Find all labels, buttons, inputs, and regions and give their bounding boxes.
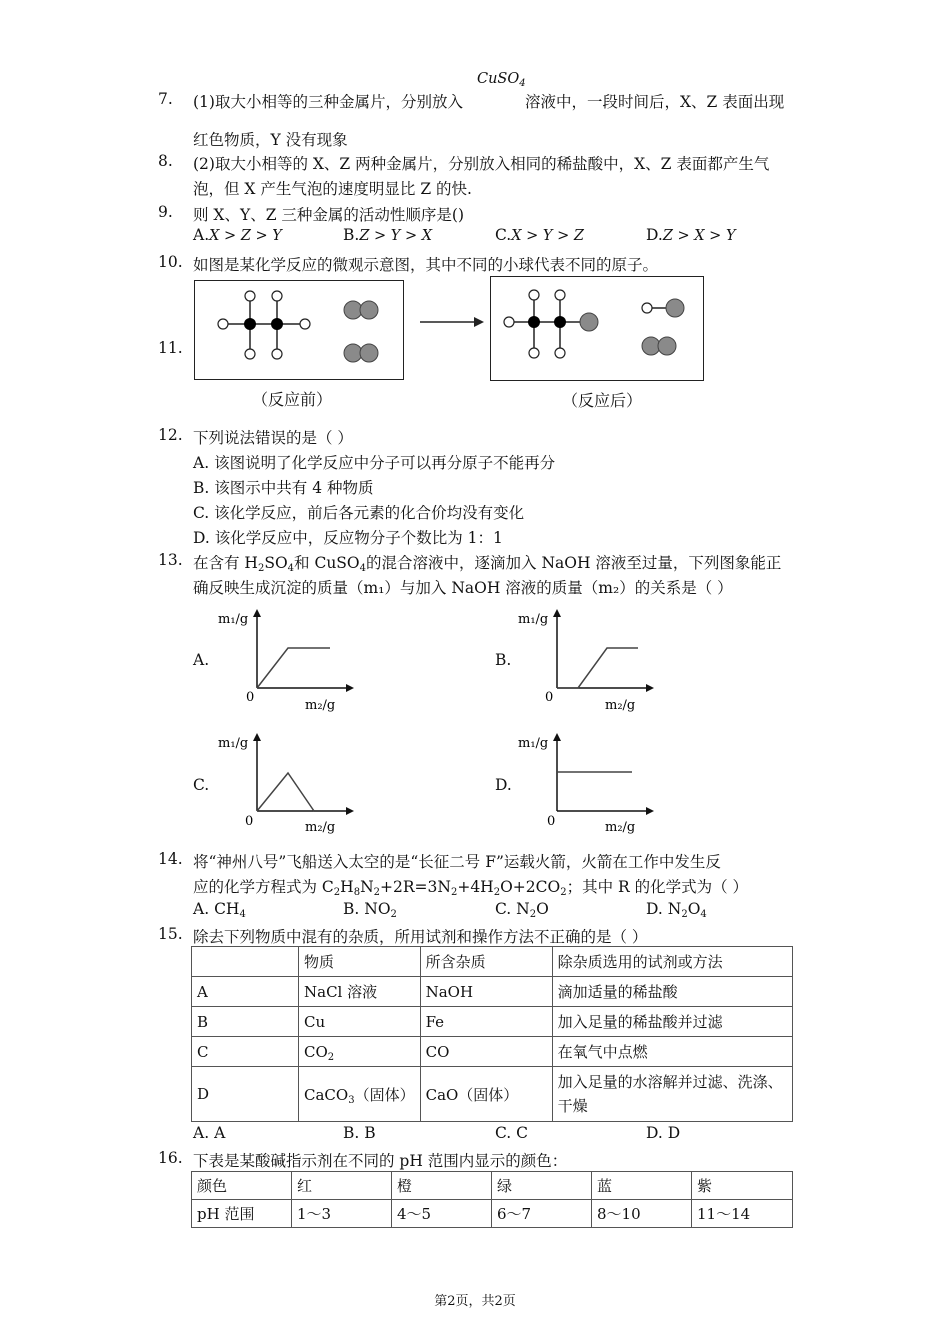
q12-option-b: B. 该图示中共有 4 种物质 (193, 479, 374, 497)
q7-line1 (193, 90, 463, 112)
graph-c (210, 727, 360, 839)
q7-text-a: (1)取大小相等的三种金属片，分别放入 (193, 93, 463, 111)
table-cell: 橙 (392, 1172, 492, 1200)
table-cell: 4～5 (392, 1200, 492, 1228)
table-cell: 加入足量的水溶解并过滤、洗涤、 干燥 (552, 1067, 792, 1122)
graph-b-ylabel: m₁/g (518, 612, 549, 627)
q12-option-c: C. 该化学反应，前后各元素的化合价均没有变化 (193, 504, 525, 522)
q7-formula: CuSO$_4$ (477, 71, 526, 89)
before-molecules-diagram (195, 281, 403, 379)
q15-header-cell: 除杂质选用的试剂或方法 (552, 947, 792, 977)
q10-text: 如图是某化学反应的微观示意图，其中不同的小球代表不同的原子。 (193, 256, 659, 274)
q15-option-d: D. D (646, 1124, 681, 1142)
q8-line2: 泡，但 X 产生气泡的速度明显比 Z 的快. (193, 180, 472, 198)
table-cell: D (192, 1067, 299, 1122)
table-row (192, 1200, 793, 1228)
table-row (192, 1007, 793, 1037)
q8-line1: (2)取大小相等的 X、Z 两种金属片，分别放入相同的稀盐酸中，X、Z 表面都产生气 (193, 155, 770, 173)
graph-b-origin: 0 (545, 690, 554, 705)
table-row (192, 1067, 793, 1122)
q15-header-cell: 所含杂质 (420, 947, 552, 977)
q14-option-c: C. $N_2O$ (495, 900, 549, 920)
table-cell: Fe (420, 1007, 552, 1037)
q12-text: 下列说法错误的是（ ） (193, 429, 353, 447)
q14-line2: 应的化学方程式为 $C_2H_8N_2+2R=3N_2+4H_2O+2CO_2$；其中 R 的化学式为（ ） (193, 878, 749, 898)
table-cell: B (192, 1007, 299, 1037)
table-cell: $CO_2$ (299, 1037, 421, 1067)
q15-header-cell (192, 947, 299, 977)
table-cell: 紫 (692, 1172, 793, 1200)
graph-b-curve (557, 648, 638, 688)
after-box (490, 276, 704, 381)
table-cell: CaCO$_3$（固体） (299, 1067, 421, 1122)
q15-option-a: A. A (193, 1124, 226, 1142)
q13-line1: 在含有 $H_2SO_4$和 CuSO$_4$的混合溶液中，逐滴加入 NaOH 溶液至过量，下列图象能正 (193, 554, 782, 574)
graph-c-ylabel: m₁/g (218, 736, 249, 751)
q16-number: 16. (158, 1149, 183, 1167)
graph-c-origin: 0 (245, 814, 254, 829)
graph-b-letter: B. (495, 651, 512, 669)
q15-table (191, 946, 793, 1122)
table-cell: 颜色 (192, 1172, 292, 1200)
page-footer: 第2页，共2页 (434, 1294, 516, 1309)
q15-header-row (192, 947, 793, 977)
table-cell: C (192, 1037, 299, 1067)
q7-text-b: 溶液中，一段时间后，X、Z 表面出现 (525, 93, 785, 111)
graph-a (210, 603, 360, 715)
q16-text: 下表是某酸碱指示剂在不同的 pH 范围内显示的颜色： (193, 1152, 568, 1170)
table-row (192, 1172, 793, 1200)
q12-option-a: A. 该图说明了化学反应中分子可以再分原子不能再分 (193, 454, 556, 472)
q8-number: 8. (158, 152, 173, 170)
after-molecules-diagram (491, 277, 703, 380)
table-cell: 6～7 (492, 1200, 592, 1228)
q9-option-a: A.X > Z > Y (193, 226, 282, 244)
q15-option-c: C. C (495, 1124, 529, 1142)
graph-d-origin: 0 (547, 814, 556, 829)
before-label: （反应前） (252, 390, 333, 409)
graph-c-letter: C. (193, 776, 210, 794)
q15-header-cell: 物质 (299, 947, 421, 977)
table-cell: Cu (299, 1007, 421, 1037)
table-cell: A (192, 977, 299, 1007)
graph-b (510, 603, 660, 715)
table-cell: CO (420, 1037, 552, 1067)
q14-number: 14. (158, 850, 183, 868)
graph-d (510, 727, 660, 839)
q16-table (191, 1171, 793, 1228)
graph-d-ylabel: m₁/g (518, 736, 549, 751)
after-label: （反应后） (562, 391, 643, 410)
table-cell: 滴加适量的稀盐酸 (552, 977, 792, 1007)
table-cell: 绿 (492, 1172, 592, 1200)
graph-c-curve (257, 773, 314, 811)
before-box (194, 280, 404, 380)
table-cell: 红 (292, 1172, 392, 1200)
table-cell: 11～14 (692, 1200, 793, 1228)
graph-a-origin: 0 (246, 690, 255, 705)
q14-option-d: D. $N_2O_4$ (646, 900, 707, 920)
q9-option-d: D.Z > X > Y (646, 226, 736, 244)
q9-option-c: C.X > Y > Z (495, 226, 584, 244)
q15-number: 15. (158, 925, 183, 943)
q9-number: 9. (158, 203, 173, 221)
graph-a-ylabel: m₁/g (218, 612, 249, 627)
table-cell: 在氧气中点燃 (552, 1037, 792, 1067)
table-row (192, 1037, 793, 1067)
table-cell: NaCl 溶液 (299, 977, 421, 1007)
table-cell: 1～3 (292, 1200, 392, 1228)
graph-a-letter: A. (193, 651, 210, 669)
q14-option-a: A. $CH_4$ (193, 900, 246, 920)
q15-option-b: B. B (343, 1124, 376, 1142)
reaction-arrow (418, 312, 486, 332)
q7-line2: 红色物质，Y 没有现象 (193, 131, 348, 149)
table-cell: 8～10 (592, 1200, 692, 1228)
graph-a-curve (257, 648, 330, 688)
q7-number: 7. (158, 90, 173, 108)
q9-text: 则 X、Y、Z 三种金属的活动性顺序是() (193, 206, 464, 224)
q14-line1: 将“神州八号”飞船送入太空的是“长征二号 F”运载火箭，火箭在工作中发生反 (193, 853, 721, 871)
graph-d-letter: D. (495, 776, 512, 794)
q12-option-d: D. 该化学反应中，反应物分子个数比为 1：1 (193, 529, 503, 547)
graph-c-xlabel: m₂/g (305, 820, 336, 835)
graph-a-xlabel: m₂/g (305, 698, 336, 713)
q12-number: 12. (158, 426, 183, 444)
q9-option-b: B.Z > Y > X (343, 226, 433, 244)
q11-number: 11. (158, 339, 183, 357)
table-cell: pH 范围 (192, 1200, 292, 1228)
graph-b-xlabel: m₂/g (605, 698, 636, 713)
table-cell: CaO（固体） (420, 1067, 552, 1122)
graph-d-xlabel: m₂/g (605, 820, 636, 835)
q13-line2: 确反映生成沉淀的质量（m₁）与加入 NaOH 溶液的质量（m₂）的关系是（ ） (193, 579, 733, 597)
table-row (192, 977, 793, 1007)
q10-number: 10. (158, 253, 183, 271)
q15-text: 除去下列物质中混有的杂质，所用试剂和操作方法不正确的是（ ） (193, 928, 648, 946)
table-cell: NaOH (420, 977, 552, 1007)
table-cell: 蓝 (592, 1172, 692, 1200)
q14-option-b: B. $NO_2$ (343, 900, 397, 920)
table-cell: 加入足量的稀盐酸并过滤 (552, 1007, 792, 1037)
q13-number: 13. (158, 551, 183, 569)
